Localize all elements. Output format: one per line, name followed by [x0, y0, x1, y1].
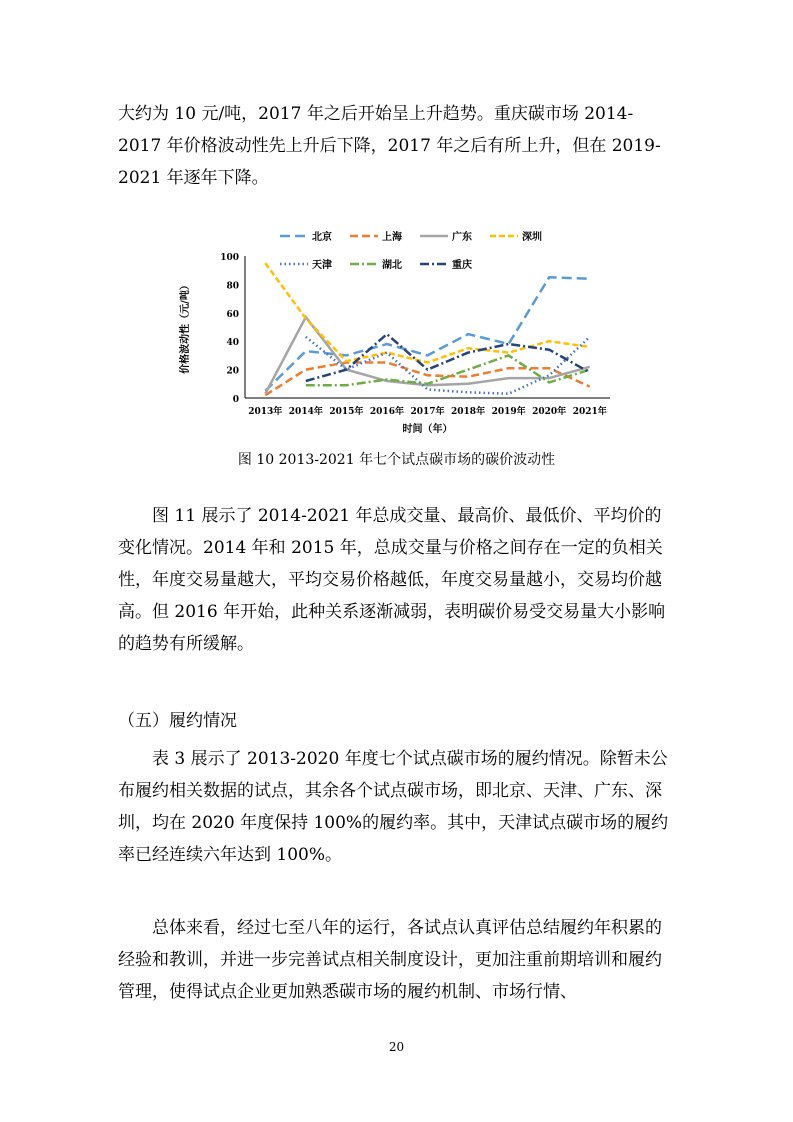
legend-label-上海: 上海 [382, 232, 402, 243]
legend-label-天津: 天津 [312, 260, 332, 271]
y-tick-label: 60 [226, 309, 239, 320]
y-tick-label: 100 [220, 253, 239, 263]
x-tick-label: 2014年 [288, 407, 323, 417]
x-axis-title: 时间（年） [402, 424, 453, 435]
x-tick-label: 2015年 [329, 407, 364, 417]
paragraph-1: 大约为 10 元/吨，2017 年之后开始呈上升趋势。重庆碳市场 2014-2017 年价格波动性先上升后下降，2017 年之后有所上升，但在 2019-2021 年逐年下降。 [118, 104, 661, 188]
y-tick-label: 0 [232, 395, 239, 405]
legend-label-湖北: 湖北 [382, 260, 402, 271]
section-heading: （五）履约情况 [118, 711, 237, 731]
legend-label-北京: 北京 [312, 232, 332, 243]
legend-label-广东: 广东 [452, 232, 472, 243]
volatility-chart [170, 228, 630, 448]
legend-label-重庆: 重庆 [452, 260, 472, 271]
y-tick-label: 40 [226, 338, 239, 349]
paragraph-2: 图 11 展示了 2014-2021 年总成交量、最高价、最低价、平均价的变化情况。2014 年和 2015 年，总成交量与价格之间存在一定的负相关性，年度交易量越大，平均交易价格越低，年度交易量越小，交易均价越高。但 2016 年开始，此种关系逐渐减弱，表明碳价易受交易量大小影响的趋势有所缓解。 [118, 506, 666, 654]
x-tick-label: 2020年 [532, 407, 567, 417]
figure-caption: 图 10 2013-2021 年七个试点碳市场的碳价波动性 [237, 452, 556, 468]
x-tick-label: 2018年 [451, 407, 486, 417]
paragraph-3: 表 3 展示了 2013-2020 年度七个试点碳市场的履约情况。除暂未公布履约相关数据的试点，其余各个试点碳市场，即北京、天津、广东、深圳，均在 2020 年度保持 100%的履约率。其中，天津试点碳市场的履约率已经连续六年达到 100%。 [118, 749, 669, 865]
x-tick-label: 2019年 [491, 407, 526, 417]
x-tick-label: 2017年 [410, 407, 445, 417]
page-number: 20 [388, 1040, 405, 1054]
y-tick-label: 20 [226, 366, 239, 377]
legend-label-深圳: 深圳 [522, 232, 542, 243]
y-tick-label: 80 [226, 281, 239, 292]
paragraph-4: 总体来看，经过七至八年的运行，各试点认真评估总结履约年积累的经验和教训，并进一步完善试点相关制度设计，更加注重前期培训和履约管理，使得试点企业更加熟悉碳市场的履约机制、市场行情、 [118, 918, 662, 1002]
series-line-北京 [265, 277, 589, 391]
y-axis-title: 价格波动性（元/吨） [180, 280, 191, 374]
x-tick-label: 2016年 [369, 407, 404, 417]
x-tick-label: 2013年 [248, 407, 283, 417]
x-tick-label: 2021年 [572, 407, 607, 417]
